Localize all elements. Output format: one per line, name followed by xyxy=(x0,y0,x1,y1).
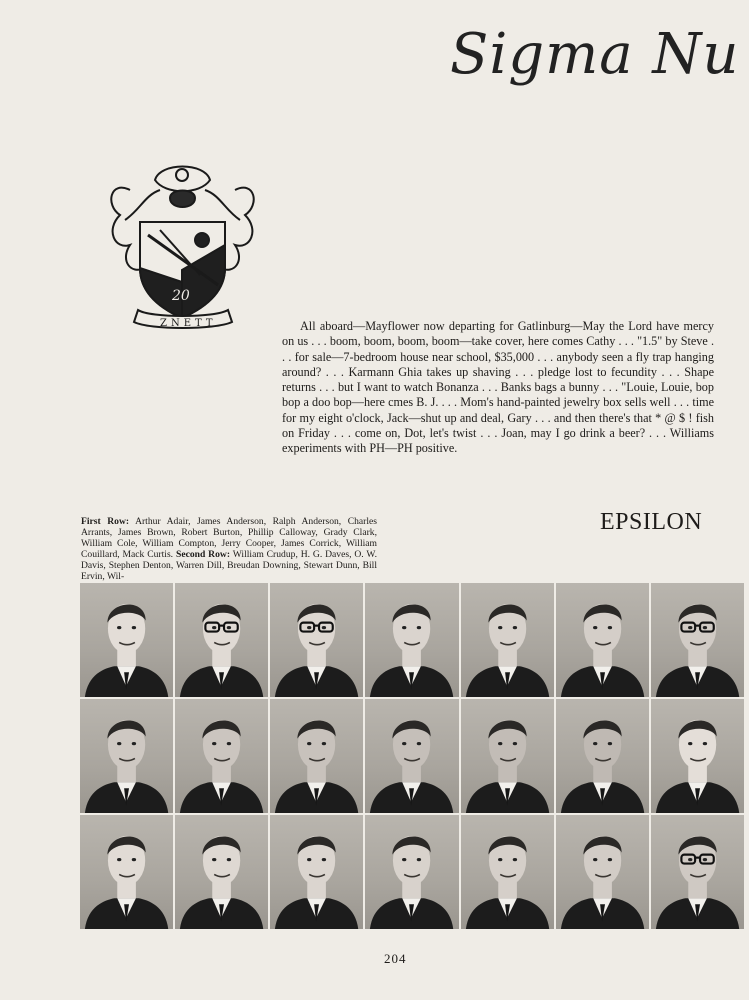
member-portrait xyxy=(365,583,458,697)
second-row-label: Second Row: xyxy=(175,549,231,561)
member-portrait xyxy=(80,583,173,697)
member-portrait xyxy=(365,815,458,929)
fraternity-crest xyxy=(100,150,265,330)
member-captions xyxy=(81,516,377,583)
page-number: 204 xyxy=(384,951,407,966)
member-portrait xyxy=(556,583,649,697)
member-portrait xyxy=(80,699,173,813)
member-portrait xyxy=(461,583,554,697)
member-portrait xyxy=(365,699,458,813)
portrait-grid xyxy=(80,583,744,929)
page-title: Sigma Nu xyxy=(450,22,740,87)
member-portrait xyxy=(556,815,649,929)
first-row-names: Arthur Adair, James Anderson, Ralph Anderson, Charles Arrants, James Brown, Robert Burton, Phillip Calloway, Grady Clark, William Cole, William Compton, Jerry Cooper, James Corrick, William Couillard, Mack Curtis. xyxy=(81,516,378,561)
member-portrait xyxy=(651,583,744,697)
crest-shield-text: 20 xyxy=(172,288,190,304)
member-portrait xyxy=(556,699,649,813)
crest-motto: ZNETT xyxy=(160,318,217,329)
chapter-story: All aboard—Mayflower now departing for Gatlinburg—May the Lord have mercy on us . . . boom, boom, boom, boom—take cover, here comes Cathy . . . "1.5" by Steve . . . for sale—7-bedroom house near school, $35,000 . . . anybody seen a fly trap hanging around? . . . Karmann Ghia takes up shaving . . . pledge lost to fecundity . . . Shape returns . . . but I want to watch Bonanza . . . Banks bags a bunny . . . "Louie, Louie, bop bop a doo bop—here cmes B. J. . . . Mom's hand-painted jewelry box sells well . . . time for my eight o'clock, Jack—shut up and deal, Gary . . . and then there's that * @ $ ! fish on Friday . . . come on, Dot, let's twist . . . Joan, may I go drink a beer? . . . Williams experiments with PH—PH positive. xyxy=(282,319,714,456)
member-portrait xyxy=(270,583,363,697)
member-portrait xyxy=(175,699,268,813)
member-portrait xyxy=(461,699,554,813)
second-row-names: William Crudup, H. G. Daves, O. W. Davis, Stephen Denton, Warren Dill, Breudan Downing, Stewart Dunn, Bill Ervin, Wil- xyxy=(81,549,377,583)
chapter-name: EPSILON xyxy=(600,509,703,535)
member-portrait xyxy=(80,815,173,929)
member-portrait xyxy=(270,815,363,929)
member-portrait xyxy=(651,815,744,929)
member-portrait xyxy=(651,699,744,813)
member-portrait xyxy=(175,815,268,929)
first-row-label: First Row: xyxy=(81,516,130,527)
member-portrait xyxy=(270,699,363,813)
member-portrait xyxy=(175,583,268,697)
member-portrait xyxy=(461,815,554,929)
